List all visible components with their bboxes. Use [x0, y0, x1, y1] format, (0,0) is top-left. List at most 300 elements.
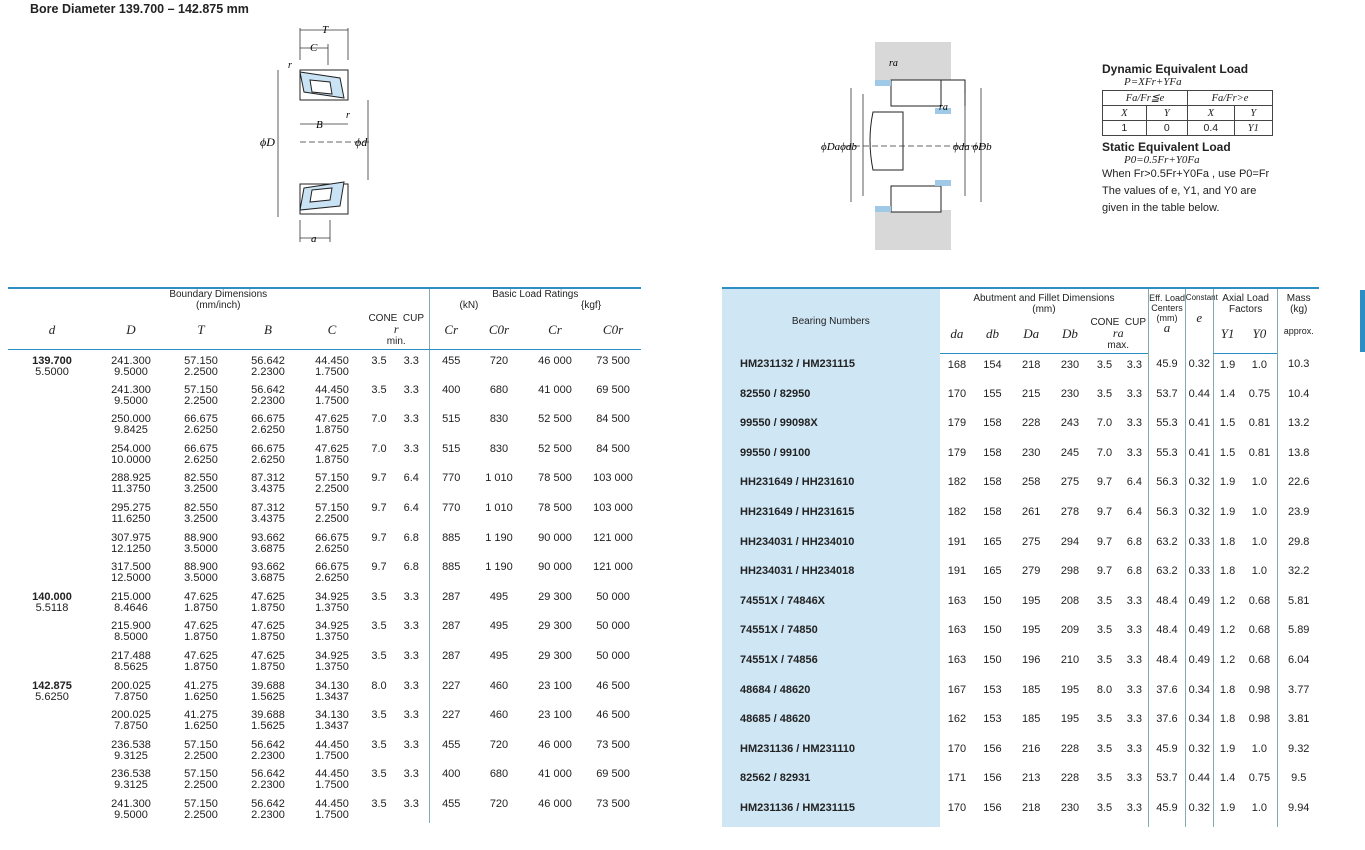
cell-D: 200.025 [111, 679, 151, 692]
cell-d: 142.875 [32, 679, 72, 692]
cell-Da: 215 [1022, 387, 1041, 400]
cell-rcup: 3.3 [403, 797, 419, 810]
cell-T: 47.625 [184, 620, 218, 633]
table-row [8, 349, 641, 379]
cell-Db: 195 [1060, 713, 1080, 726]
cell-B2: 1.5625 [251, 690, 285, 703]
cell-rcone: 3.5 [371, 797, 387, 810]
cell-D: 254.000 [111, 442, 151, 455]
cell-racup: 3.3 [1126, 683, 1143, 696]
dim-a-label: a [311, 233, 317, 245]
cell-Db: 245 [1060, 446, 1080, 459]
cell-racone: 3.5 [1096, 358, 1113, 371]
cell-e: 0.41 [1185, 442, 1213, 472]
col-C0r: C0r [473, 311, 525, 349]
cell-Y0: 1.0 [1251, 742, 1268, 755]
cell-mass: 5.81 [1278, 590, 1319, 620]
cell-Crk: 41 000 [538, 383, 572, 396]
cell-Cr: 400 [429, 379, 473, 409]
cell-Cr: 287 [429, 586, 473, 616]
cell-C2: 1.7500 [315, 779, 349, 792]
cell-T: 47.625 [184, 590, 218, 603]
col-cone: CONE [368, 312, 398, 324]
cell-C0r: 720 [489, 354, 509, 367]
cell-Y1: 1.8 [1213, 708, 1241, 738]
dim-r-label: r [288, 60, 292, 71]
cell-C0rk: 84 500 [596, 413, 630, 426]
cell-B2: 2.2300 [251, 394, 285, 407]
table-row [8, 734, 641, 764]
cell-T2: 3.5000 [184, 542, 218, 555]
cell-D2: 7.8750 [114, 720, 148, 733]
cell-T2: 2.2500 [184, 779, 218, 792]
cell-Db: 208 [1060, 594, 1080, 607]
mm-header: (mm) [1156, 313, 1178, 323]
cell-C: 44.450 [315, 797, 349, 810]
cell-Y0: 0.68 [1248, 653, 1271, 666]
cell-bn: HH231649 / HH231615 [722, 501, 940, 531]
cell-D2: 9.5000 [114, 394, 148, 407]
cell-T: 88.900 [184, 561, 218, 574]
table-row [8, 556, 641, 586]
table-row [722, 767, 1319, 797]
cell-da: 171 [947, 772, 967, 785]
cell-T2: 2.2500 [184, 394, 218, 407]
cell-bn: 48684 / 48620 [722, 679, 940, 709]
cell-D: 236.538 [111, 738, 151, 751]
cell-Cr: 515 [429, 408, 473, 438]
cell-C0r: 1 010 [485, 472, 513, 485]
cell-C2: 1.7500 [315, 365, 349, 378]
cell-Y1: 1.5 [1213, 412, 1241, 442]
cell-Cr: 515 [429, 438, 473, 468]
dim-d-label: ϕd [355, 135, 368, 149]
cell-e: 0.34 [1185, 679, 1213, 709]
cell-B: 56.642 [251, 797, 285, 810]
bearing-dimension-diagram [260, 20, 380, 250]
cell-C2: 2.2500 [315, 483, 349, 496]
cell-racone: 7.0 [1096, 446, 1113, 459]
cell-Crk: 90 000 [538, 531, 572, 544]
cell-C: 57.150 [315, 501, 349, 514]
cell-racup: 3.3 [1126, 801, 1143, 814]
cell-rcone: 3.5 [371, 738, 387, 751]
cell-D: 295.275 [111, 501, 151, 514]
cell-T: 57.150 [184, 354, 218, 367]
cell-Y0: 1.0 [1251, 505, 1268, 518]
cell-Y0: 1.0 [1251, 476, 1268, 489]
cell-Y0: 0.81 [1248, 446, 1271, 459]
cell-C: 47.625 [315, 413, 349, 426]
col-Db: Db [1052, 315, 1089, 353]
cell-bn: HH231649 / HH231610 [722, 471, 940, 501]
cell-C0rk: 50 000 [596, 649, 630, 662]
cell-Y1: 1.9 [1213, 738, 1241, 768]
cell-B: 56.642 [251, 738, 285, 751]
unit-kN: (kN) [459, 300, 479, 311]
factor-header-le: Fa/Fr≦e [1103, 91, 1188, 106]
cell-e: 0.49 [1185, 590, 1213, 620]
cell-T2: 1.6250 [184, 690, 218, 703]
cell-da: 179 [947, 446, 967, 459]
cell-racone: 3.5 [1096, 387, 1113, 400]
cell-T: 82.550 [184, 501, 218, 514]
cell-Y0: 0.68 [1248, 594, 1271, 607]
load-formula-panel [1102, 62, 1282, 217]
table-row [722, 619, 1319, 649]
cell-e: 0.32 [1185, 797, 1213, 827]
cell-da: 170 [947, 742, 967, 755]
cell-e: 0.49 [1185, 649, 1213, 679]
cell-C0r: 720 [489, 738, 509, 751]
static-load-title: Static Equivalent Load [1102, 140, 1231, 154]
cell-C2: 1.7500 [315, 808, 349, 821]
cell-da: 170 [947, 387, 967, 400]
cell-racone: 8.0 [1096, 683, 1113, 696]
cell-C: 34.130 [315, 709, 349, 722]
cell-bn: 48685 / 48620 [722, 708, 940, 738]
mass-header: Mass [1286, 293, 1311, 304]
cell-mass: 3.81 [1278, 708, 1319, 738]
cell-D: 288.925 [111, 472, 151, 485]
cell-Y0: 1.0 [1251, 801, 1268, 814]
cell-e: 0.32 [1185, 738, 1213, 768]
cell-C0r: 830 [489, 442, 509, 455]
cell-Crk: 29 300 [538, 649, 572, 662]
cell-C0rk: 46 500 [596, 679, 630, 692]
cell-B2: 1.5625 [251, 720, 285, 733]
cell-Crk: 23 100 [538, 709, 572, 722]
cell-C0r: 495 [489, 590, 509, 603]
cell-a: 48.4 [1149, 590, 1186, 620]
cell-D2: 7.8750 [114, 690, 148, 703]
dim-Da-db-label: ϕDaϕdb [821, 141, 857, 153]
table-row [722, 738, 1319, 768]
cell-rcup: 3.3 [403, 768, 419, 781]
cell-mass: 5.89 [1278, 619, 1319, 649]
cell-racone: 3.5 [1096, 594, 1113, 607]
dim-T-label: T [322, 24, 329, 36]
bearing-numbers-header: Bearing Numbers [722, 288, 940, 353]
cell-C: 44.450 [315, 768, 349, 781]
cell-B: 39.688 [251, 679, 285, 692]
constant-header: Constant [1185, 293, 1218, 302]
cell-racup: 3.3 [1126, 772, 1143, 785]
cell-B: 66.675 [251, 413, 285, 426]
cell-B2: 2.2300 [251, 365, 285, 378]
cell-C0rk: 46 500 [596, 709, 630, 722]
cell-racup: 3.3 [1126, 653, 1143, 666]
cell-rcone: 3.5 [371, 590, 387, 603]
mounting-dimension-diagram [815, 40, 1015, 252]
cell-Cr: 455 [429, 349, 473, 379]
dim-C-label: C [310, 42, 318, 54]
cell-a: 37.6 [1149, 679, 1186, 709]
cell-db: 156 [983, 801, 1002, 814]
cell-rcup: 6.4 [403, 501, 419, 514]
cell-Y1: 1.4 [1213, 383, 1241, 413]
cell-racone: 3.5 [1096, 801, 1113, 814]
cell-D2: 10.0000 [111, 453, 151, 466]
factor-value: 1 [1103, 121, 1147, 136]
cell-C0rk: 73 500 [596, 354, 630, 367]
cell-Db: 278 [1060, 505, 1080, 518]
cell-e: 0.32 [1185, 471, 1213, 501]
cell-D2: 9.3125 [114, 779, 148, 792]
cell-D: 236.538 [111, 768, 151, 781]
cell-racup: 3.3 [1126, 358, 1143, 371]
cell-rcup: 6.4 [403, 472, 419, 485]
col-max: max. [1107, 339, 1130, 351]
cell-racup: 6.4 [1126, 476, 1143, 489]
cell-Cr: 455 [429, 734, 473, 764]
cell-Db: 298 [1060, 565, 1080, 578]
cell-B: 66.675 [251, 442, 285, 455]
col-B: B [236, 311, 300, 349]
cell-D: 307.975 [111, 531, 151, 544]
cell-Y0: 0.68 [1248, 624, 1271, 637]
cell-e: 0.44 [1185, 767, 1213, 797]
cell-Cr: 287 [429, 645, 473, 675]
cell-Crk: 52 500 [538, 413, 572, 426]
cell-a: 63.2 [1149, 531, 1186, 561]
cell-C0r: 460 [489, 679, 509, 692]
cell-racone: 3.5 [1096, 713, 1113, 726]
cell-rcone: 7.0 [371, 413, 387, 426]
cell-Cr: 770 [429, 467, 473, 497]
cell-C0rk: 121 000 [593, 561, 633, 574]
cell-mass: 32.2 [1278, 560, 1319, 590]
cell-D2: 9.8425 [114, 424, 148, 437]
boundary-unit: (mm/inch) [196, 300, 241, 311]
cell-T2: 3.5000 [184, 572, 218, 585]
cell-C0rk: 103 000 [593, 472, 633, 485]
table-row [722, 471, 1319, 501]
cell-bn: 82562 / 82931 [722, 767, 940, 797]
cell-da: 170 [947, 801, 967, 814]
cell-D: 241.300 [111, 354, 151, 367]
cell-Crk: 29 300 [538, 620, 572, 633]
cell-B2: 2.2300 [251, 779, 285, 792]
cell-B2: 2.6250 [251, 453, 285, 466]
cell-C2: 2.6250 [315, 572, 349, 585]
cell-Y1: 1.9 [1213, 501, 1241, 531]
cell-C2: 1.3437 [315, 720, 349, 733]
cell-db: 158 [983, 417, 1002, 430]
cell-B: 93.662 [251, 531, 285, 544]
col-D: D [96, 311, 166, 349]
cell-bn: 82550 / 82950 [722, 383, 940, 413]
table-row [722, 353, 1319, 383]
table-row [8, 497, 641, 527]
cell-T2: 1.8750 [184, 660, 218, 673]
factor-value: 0.4 [1188, 121, 1235, 136]
cell-Y1: 1.9 [1213, 797, 1241, 827]
cell-T2: 3.2500 [184, 483, 218, 496]
cell-Crk: 78 500 [538, 472, 572, 485]
cell-C0rk: 69 500 [596, 768, 630, 781]
col-C0r-kgf: C0r [585, 311, 641, 349]
cell-Db: 195 [1060, 683, 1080, 696]
cell-D2: 9.3125 [114, 749, 148, 762]
cell-D: 241.300 [111, 797, 151, 810]
col-e: e [1196, 310, 1203, 325]
cell-T2: 2.6250 [184, 453, 218, 466]
cell-T2: 2.2500 [184, 808, 218, 821]
cell-mass: 10.3 [1278, 353, 1319, 383]
cell-B2: 1.8750 [251, 660, 285, 673]
cell-rcone: 3.5 [371, 383, 387, 396]
cell-da: 182 [947, 476, 967, 489]
cell-B: 87.312 [251, 501, 285, 514]
cell-db: 165 [983, 535, 1002, 548]
cell-C: 44.450 [315, 354, 349, 367]
cell-db: 156 [983, 772, 1002, 785]
cell-bn: 99550 / 99100 [722, 442, 940, 472]
table-row [8, 408, 641, 438]
dim-D-label: ϕD [260, 135, 275, 149]
cell-C0rk: 73 500 [596, 738, 630, 751]
cell-B2: 2.6250 [251, 424, 285, 437]
unit-kgf: {kgf} [581, 300, 602, 311]
cell-Db: 275 [1060, 476, 1080, 489]
cell-mass: 23.9 [1278, 501, 1319, 531]
cell-db: 156 [983, 742, 1002, 755]
cell-C0rk: 103 000 [593, 501, 633, 514]
col-C: C [300, 311, 364, 349]
cell-C0rk: 121 000 [593, 531, 633, 544]
cell-C2: 2.2500 [315, 512, 349, 525]
cell-racone: 3.5 [1096, 772, 1113, 785]
cell-B: 39.688 [251, 709, 285, 722]
cell-Cr: 885 [429, 556, 473, 586]
cell-T: 57.150 [184, 383, 218, 396]
cell-C2: 1.7500 [315, 749, 349, 762]
cell-rcone: 9.7 [371, 531, 387, 544]
cell-d: 139.700 [32, 354, 72, 367]
factor-x-label-2: X [1188, 106, 1235, 121]
cell-mass: 6.04 [1278, 649, 1319, 679]
table-row [8, 615, 641, 645]
cell-B: 47.625 [251, 590, 285, 603]
table-row [8, 763, 641, 793]
cell-C0r: 680 [489, 383, 509, 396]
cell-D: 241.300 [111, 383, 151, 396]
cell-db: 153 [983, 683, 1002, 696]
cell-C0rk: 73 500 [596, 797, 630, 810]
dynamic-load-title: Dynamic Equivalent Load [1102, 62, 1249, 76]
cell-T: 41.275 [184, 679, 218, 692]
cell-Cr: 400 [429, 763, 473, 793]
col-Y1: Y1 [1213, 315, 1241, 353]
table-row [722, 412, 1319, 442]
cell-db: 158 [983, 476, 1002, 489]
cell-bn: HM231136 / HM231110 [722, 738, 940, 768]
cell-C: 34.925 [315, 649, 349, 662]
cell-rcone: 3.5 [371, 768, 387, 781]
cell-C: 34.130 [315, 679, 349, 692]
cell-B: 87.312 [251, 472, 285, 485]
boundary-header: Boundary Dimensions [169, 289, 268, 300]
col-min: min. [386, 335, 406, 347]
cell-C0r: 460 [489, 709, 509, 722]
cell-Crk: 46 000 [538, 797, 572, 810]
cell-racup: 3.3 [1126, 446, 1143, 459]
section-tab-marker [1360, 290, 1365, 352]
cell-bn: HM231132 / HM231115 [722, 353, 940, 383]
static-load-note: When Fr>0.5Fr+Y0Fa , use P0=Fr [1102, 168, 1270, 180]
cell-rcup: 3.3 [403, 442, 419, 455]
cell-C2: 1.8750 [315, 453, 349, 466]
cell-C0rk: 50 000 [596, 590, 630, 603]
cell-db: 150 [983, 594, 1002, 607]
cell-da: 167 [947, 683, 967, 696]
table-row [8, 379, 641, 409]
cell-B2: 2.2300 [251, 808, 285, 821]
table-row [722, 679, 1319, 709]
cell-da: 191 [947, 565, 967, 578]
cell-Y0: 0.75 [1248, 772, 1271, 785]
cell-T: 57.150 [184, 797, 218, 810]
cell-Cr: 227 [429, 675, 473, 705]
cell-racup: 3.3 [1126, 624, 1143, 637]
cell-T2: 2.6250 [184, 424, 218, 437]
cell-Y0: 0.98 [1248, 713, 1271, 726]
cell-C2: 1.3750 [315, 660, 349, 673]
load-factor-table [1102, 90, 1273, 136]
cell-T2: 1.8750 [184, 631, 218, 644]
cell-D: 200.025 [111, 709, 151, 722]
cell-a: 48.4 [1149, 649, 1186, 679]
cell-a: 45.9 [1149, 353, 1186, 383]
dim-ra-label: ra [889, 58, 898, 69]
dim-r-label-2: r [346, 110, 350, 121]
cell-Da: 195 [1022, 594, 1041, 607]
cell-a: 53.7 [1149, 383, 1186, 413]
cell-C: 47.625 [315, 442, 349, 455]
col-ra: ra [1112, 325, 1124, 340]
cell-rcup: 3.3 [403, 590, 419, 603]
cell-B2: 2.2300 [251, 749, 285, 762]
table-row [722, 649, 1319, 679]
cell-D: 250.000 [111, 413, 151, 426]
cell-a: 56.3 [1149, 471, 1186, 501]
cell-Db: 209 [1060, 624, 1080, 637]
factors-header: Factors [1228, 304, 1263, 315]
cell-db: 153 [983, 713, 1002, 726]
cell-C: 57.150 [315, 472, 349, 485]
table-row [8, 645, 641, 675]
table-row [8, 438, 641, 468]
cell-rcup: 3.3 [403, 709, 419, 722]
cell-Da: 230 [1022, 446, 1041, 459]
cell-Cr: 770 [429, 497, 473, 527]
cell-T2: 2.2500 [184, 365, 218, 378]
cell-a: 48.4 [1149, 619, 1186, 649]
abutment-header: Abutment and Fillet Dimensions [973, 293, 1115, 304]
col-d: d [8, 311, 96, 349]
cell-Db: 243 [1060, 417, 1080, 430]
cell-Crk: 46 000 [538, 738, 572, 751]
page-title: Bore Diameter 139.700 – 142.875 mm [30, 2, 249, 16]
cell-racup: 6.8 [1126, 565, 1143, 578]
table-row [722, 442, 1319, 472]
cell-da: 162 [947, 713, 967, 726]
boundary-dimensions-table [8, 287, 641, 823]
cell-racup: 3.3 [1126, 387, 1143, 400]
cell-C: 66.675 [315, 561, 349, 574]
cell-Y1: 1.2 [1213, 590, 1241, 620]
